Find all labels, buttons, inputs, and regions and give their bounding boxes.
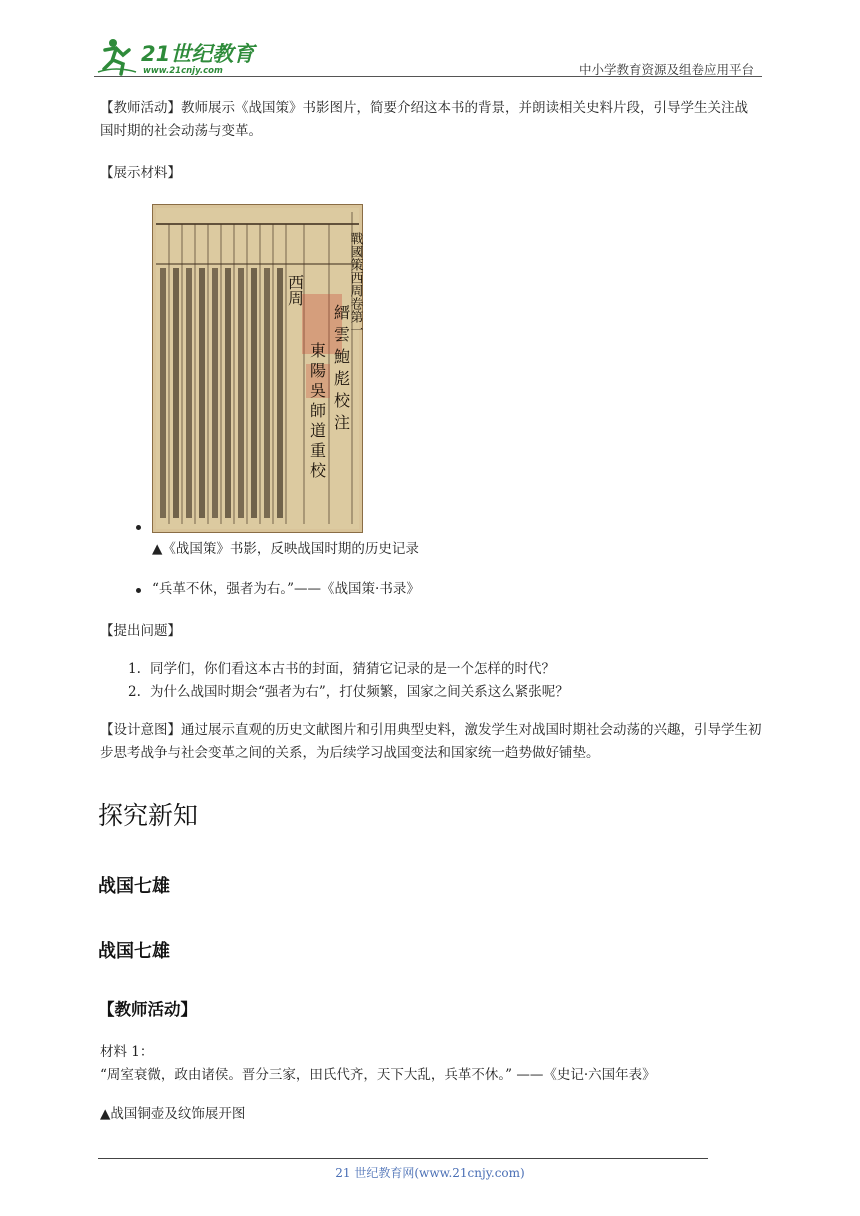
zhanguoce-book-image [152, 204, 363, 533]
material-quote: “周室衰微，政由诸侯。晋分三家，田氏代齐，天下大乱，兵革不休。” ——《史记·六国年表》 [100, 1067, 656, 1083]
bullet-icon [136, 588, 141, 593]
design-intent-paragraph: 【设计意图】通过展示直观的历史文献图片和引用典型史料，激发学生对战国时期社会动荡的兴趣，引导学生初步思考战争与社会变革之间的关系，为后续学习战国变法和国家统一趋势做好铺垫。 [100, 722, 762, 761]
bullet-icon [136, 525, 141, 530]
header-divider [94, 76, 762, 77]
book-title-column: 戰國策西周卷第一 [347, 232, 363, 336]
question-number: 1. [128, 661, 141, 677]
image-caption: ▲《战国策》书影，反映战国时期的历史记录 [152, 541, 419, 557]
ask-question-label: 【提出问题】 [100, 623, 181, 639]
material-label: 材料 1： [100, 1044, 154, 1060]
chapter-title: 西周 [285, 274, 305, 306]
footer-divider [98, 1158, 708, 1159]
site-logo [96, 36, 266, 78]
editor-column: 東陽吳師道重校 [307, 342, 327, 482]
logo-url: www.21cnjy.com [143, 66, 223, 76]
teacher-activity-paragraph: 【教师活动】教师展示《战国策》书影图片，简要介绍这本书的背景，并朗读相关史料片段，引导学生关注战国时期的社会动荡与变革。 [100, 100, 748, 139]
teacher-activity-heading: 【教师活动】 [98, 1000, 197, 1019]
subheading: 战国七雄 [98, 941, 170, 962]
quote-line: “兵革不休，强者为右。”——《战国策·书录》 [152, 581, 420, 597]
section-title: 探究新知 [98, 801, 199, 830]
author-column: 縉雲鮑彪校注 [331, 304, 351, 436]
logo-text: 21世纪教育 [141, 42, 255, 66]
show-material-label: 【展示材料】 [100, 165, 181, 181]
header-platform-label: 中小学教育资源及组卷应用平台 [578, 62, 754, 77]
question-number: 2. [128, 684, 141, 700]
footer-link[interactable]: 21 世纪教育网(www.21cnjy.com) [335, 1166, 525, 1180]
subheading: 战国七雄 [98, 876, 170, 897]
question-text: 同学们，你们看这本古书的封面，猜猜它记录的是一个怎样的时代？ [150, 661, 555, 677]
figure-caption: ▲战国铜壶及纹饰展开图 [100, 1106, 246, 1122]
runner-logo-icon [98, 39, 136, 74]
question-text: 为什么战国时期会“强者为右”，打仗频繁，国家之间关系这么紧张呢？ [150, 684, 569, 700]
